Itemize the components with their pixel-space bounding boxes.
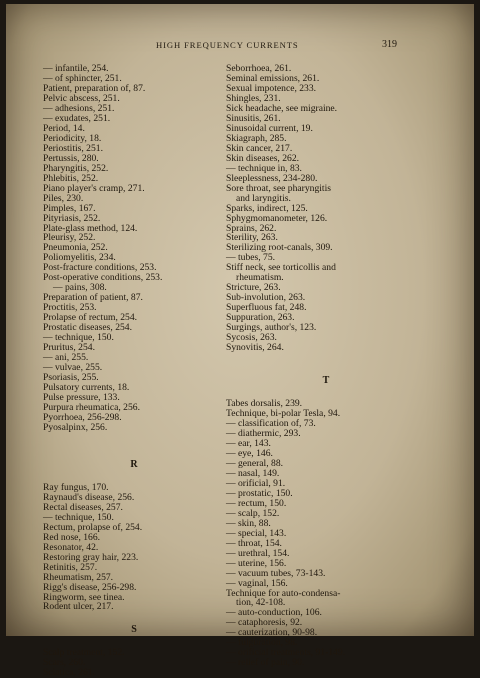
index-entry: Seminal emissions, 261. <box>226 72 320 84</box>
index-entry: rheumatism. <box>236 272 284 284</box>
section-letter: S <box>131 624 137 636</box>
index-entry: Pulsatory currents, 18. <box>43 382 130 393</box>
index-entry: — throat, 154. <box>226 537 282 549</box>
index-entry: — vulvae, 255. <box>43 362 103 374</box>
index-entry: Prolapse of rectum, 254. <box>43 312 138 324</box>
index-entry: — diathermic, 293. <box>226 428 301 439</box>
index-entry: — ear, 143. <box>226 437 271 449</box>
page-number: 319 <box>382 39 397 50</box>
page-header <box>6 40 474 54</box>
index-entry: Plate-glass method, 124. <box>43 222 138 234</box>
running-title: HIGH FREQUENCY CURRENTS <box>156 40 299 50</box>
index-entry: Resonator, 42. <box>43 541 99 553</box>
index-entry: Sterility, 263. <box>226 232 278 244</box>
index-entry: Sleeplessness, 234-280. <box>226 172 318 184</box>
index-entry: — infantile, 254. <box>43 63 109 74</box>
index-entry: — auto-conduction, 106. <box>226 607 322 619</box>
index-entry: — fulguration, 98. <box>226 637 298 649</box>
index-entry: Sphygmomanometer, 126. <box>226 212 328 224</box>
index-entry: Rheumatism, 257. <box>43 571 114 583</box>
index-entry: — vacuum tubes, 73-143. <box>226 567 326 579</box>
index-entry: — technique in, 83. <box>226 162 302 174</box>
index-entry: Sterilizing root-canals, 309. <box>226 242 333 254</box>
index-entry: — classification of, 73. <box>226 418 316 430</box>
index-entry: — pains, 308. <box>53 282 107 294</box>
index-entry: Tabes dorsalis, 239. <box>226 398 303 410</box>
index-entry: Purpura rheumatica, 256. <box>43 401 140 413</box>
index-entry: Pelvic abscess, 251. <box>43 92 120 104</box>
index-column-left <box>43 64 225 678</box>
index-entry: Sub-involution, 263. <box>226 292 306 304</box>
index-entry: Patient, preparation of, 87. <box>43 82 146 94</box>
index-entry: Pyorrhoea, 256-298. <box>43 411 122 423</box>
index-entry: Surgings, author's, 123. <box>226 322 317 334</box>
index-entry: Sprains, 262. <box>226 222 277 234</box>
index-entry: Technique, bi-polar Tesla, 94. <box>226 408 341 420</box>
index-entry: — urethral, 154. <box>226 547 290 559</box>
index-entry: — exudates, 251. <box>43 112 111 124</box>
index-entry: Retinitis, 257. <box>43 561 98 573</box>
section-letter: R <box>130 458 138 470</box>
index-entry: Pertussis, 280. <box>43 152 99 164</box>
index-entry: — technique, 150. <box>43 332 114 344</box>
index-entry: Pleurisy, 252. <box>43 232 96 244</box>
index-entry: Restoring gray hair, 223. <box>43 551 139 563</box>
index-entry: Rigg's disease, 256-298. <box>43 581 137 593</box>
index-entry: Psoriasis, 255. <box>43 372 99 384</box>
index-entry: Rectum, prolapse of, 254. <box>43 521 143 533</box>
book-page <box>6 4 474 678</box>
index-entry: Proctitis, 253. <box>43 302 97 314</box>
index-entry: Skin cancer, 217. <box>226 142 293 154</box>
index-entry: — prostatic, 150. <box>226 487 293 499</box>
index-entry: — rectum, 150. <box>226 497 287 509</box>
index-entry: Pruritus, 254. <box>43 342 95 354</box>
index-entry: Sore throat, see pharyngitis <box>226 182 331 194</box>
index-entry: Seborrhoea, 261. <box>226 63 292 74</box>
index-entry: Pityriasis, 252. <box>43 212 101 224</box>
index-entry: Periodicity, 18. <box>43 132 102 144</box>
index-entry: and laryngitis. <box>236 192 291 204</box>
index-entry: Stiff neck, see torticollis and <box>226 262 336 274</box>
index-entry: — adhesions, 251. <box>43 102 115 114</box>
index-entry: Skiagraph, 285. <box>226 132 287 144</box>
index-entry: — uterine, 156. <box>226 557 287 569</box>
index-entry: Rectal diseases, 257. <box>43 501 123 513</box>
index-entry: — tubes, 75. <box>226 252 276 264</box>
index-entry: Scars, 260. <box>43 657 86 669</box>
index-entry: — orificial treatments, 91-149. <box>226 647 346 659</box>
index-entry: — nasal, 149. <box>226 467 280 479</box>
index-entry: Sexual impotence, 233. <box>226 82 317 94</box>
section-letter: T <box>322 375 330 387</box>
index-entry: Sparks, indirect, 125. <box>226 202 308 214</box>
index-entry: Pharyngitis, 252. <box>43 162 109 174</box>
index-entry: Raynaud's disease, 256. <box>43 491 135 503</box>
index-entry: — eye, 146. <box>226 447 273 459</box>
index-entry: Scalp treatment, 152. <box>43 647 125 659</box>
index-entry: Poliomyelitis, 234. <box>43 252 116 264</box>
index-entry: Period, 14. <box>43 122 85 134</box>
index-entry: Superfluous fat, 248. <box>226 302 307 314</box>
index-entry: Sinusoidal current, 19. <box>226 122 313 134</box>
index-entry: Post-fracture conditions, 253. <box>43 262 157 274</box>
index-entry: tion, 42-108. <box>236 597 286 609</box>
index-entry: Pneumonia, 252. <box>43 242 108 254</box>
index-entry: Periostitis, 251. <box>43 142 103 154</box>
index-entry: — orificial, 91. <box>226 477 286 489</box>
index-entry: — cataphoresis, 92. <box>226 617 303 629</box>
index-entry: Sinusitis, 261. <box>226 112 281 124</box>
index-entry: — vaginal, 156. <box>226 577 288 589</box>
index-entry: Rodent ulcer, 217. <box>43 601 114 613</box>
index-entry: Phlebitis, 252. <box>43 172 99 184</box>
index-entry: — scalp, 152. <box>226 507 280 519</box>
index-entry: Preparation of patient, 87. <box>43 292 143 304</box>
index-entry: Red nose, 166. <box>43 531 101 543</box>
index-entry: Sciatica, 261. <box>43 667 95 678</box>
index-entry: Sick headache, see migraine. <box>226 102 338 114</box>
index-entry: Sycosis, 263. <box>226 332 277 344</box>
index-entry: Piano player's cramp, 271. <box>43 182 145 194</box>
index-entry: Skin diseases, 262. <box>226 152 300 164</box>
index-entry: — general, 88. <box>226 457 284 469</box>
index-column-right <box>226 64 426 668</box>
index-entry: — of sphincter, 251. <box>43 72 122 84</box>
index-entry: Synovitis, 264. <box>226 342 284 354</box>
index-entry: Suppuration, 263. <box>226 312 295 324</box>
index-entry: Technique for auto-condensa- <box>226 587 341 599</box>
index-entry: Pyosalpinx, 256. <box>43 421 108 433</box>
index-entry: Piles, 230. <box>43 192 84 204</box>
index-entry: Shingles, 231. <box>226 92 281 104</box>
index-entry: Post-operative conditions, 253. <box>43 272 163 284</box>
index-entry: Ray fungus, 170. <box>43 481 109 493</box>
index-entry: — ani, 255. <box>43 352 89 364</box>
index-entry: Pimples, 167. <box>43 202 96 214</box>
index-entry: — special, 143. <box>226 527 287 539</box>
index-entry: — cauterization, 90-98. <box>226 627 318 639</box>
index-entry: Stricture, 263. <box>226 282 281 294</box>
index-entry: Ringworm, see tinea. <box>43 591 125 603</box>
index-entry: Prostatic diseases, 254. <box>43 322 132 334</box>
index-entry: — skin, 88. <box>226 517 271 529</box>
index-entry: — relief of pain, 90. <box>226 657 305 669</box>
index-entry: — technique, 150. <box>43 511 114 523</box>
index-entry: Pulse pressure, 133. <box>43 391 120 403</box>
